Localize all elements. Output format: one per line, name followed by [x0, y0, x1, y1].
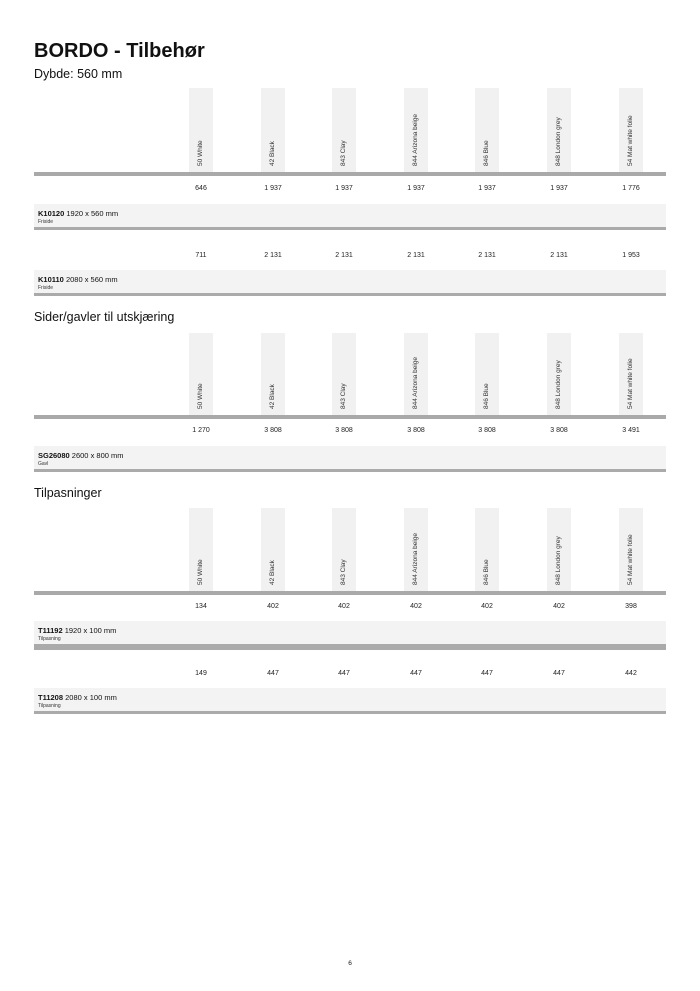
section-title: Tilpasninger — [34, 486, 102, 500]
price-cell: 1 937 — [335, 185, 353, 192]
product-type: Gavl — [38, 461, 49, 467]
price-cell: 402 — [338, 603, 350, 610]
page-title: BORDO - Tilbehør — [34, 40, 205, 62]
price-cell: 3 491 — [622, 427, 640, 434]
price-cell: 3 808 — [478, 427, 496, 434]
product-row — [34, 204, 666, 230]
section-title: Sider/gavler til utskjæring — [34, 310, 175, 324]
price-cell: 402 — [481, 603, 493, 610]
product-dimensions: 1920 x 560 mm — [66, 209, 119, 218]
product-code: SG26080 — [38, 451, 70, 460]
price-cell: 1 937 — [478, 185, 496, 192]
price-cell: 2 131 — [407, 252, 425, 259]
page-subtitle: Dybde: 560 mm — [34, 67, 123, 81]
product-row — [34, 621, 666, 647]
price-cell: 149 — [195, 670, 207, 677]
product-row — [34, 270, 666, 296]
product-row — [34, 688, 666, 714]
color-label: 50 White — [197, 140, 204, 166]
header-rule — [34, 172, 666, 176]
product-dimensions: 2080 x 560 mm — [65, 275, 118, 284]
price-cell: 2 131 — [478, 252, 496, 259]
color-label: 848 London grey — [555, 536, 562, 585]
price-cell: 646 — [195, 185, 207, 192]
product-type: Tilpasning — [38, 703, 61, 709]
header-rule — [34, 591, 666, 595]
price-cell: 1 937 — [550, 185, 568, 192]
price-cell: 402 — [553, 603, 565, 610]
price-cell: 2 131 — [264, 252, 282, 259]
color-label: 843 Clay — [340, 140, 347, 166]
price-cell: 1 937 — [264, 185, 282, 192]
header-rule — [34, 415, 666, 419]
color-label: 843 Clay — [340, 383, 347, 409]
color-label: 50 White — [197, 383, 204, 409]
page-number: 6 — [348, 960, 352, 967]
price-row — [34, 670, 666, 682]
product-dimensions: 2600 x 800 mm — [71, 451, 124, 460]
product-code: T11192 — [38, 626, 63, 635]
price-row — [34, 427, 666, 439]
price-cell: 134 — [195, 603, 207, 610]
price-cell: 1 937 — [407, 185, 425, 192]
price-cell: 402 — [410, 603, 422, 610]
color-header — [34, 333, 666, 419]
price-cell: 402 — [267, 603, 279, 610]
price-cell: 1 953 — [622, 252, 640, 259]
color-label: 846 Blue — [483, 140, 490, 166]
product-type: Friside — [38, 219, 54, 225]
color-label: 54 Mat white folie — [627, 115, 634, 166]
price-cell: 447 — [553, 670, 565, 677]
product-dimensions: 2080 x 100 mm — [65, 693, 117, 702]
product-type: Tilpasning — [38, 636, 61, 642]
color-label: 844 Arizona beige — [412, 113, 419, 166]
price-cell: 2 131 — [550, 252, 568, 259]
color-label: 42 Black — [269, 384, 276, 409]
color-label: 50 White — [197, 559, 204, 585]
price-cell: 3 808 — [335, 427, 353, 434]
color-label: 844 Arizona beige — [412, 532, 419, 585]
color-header — [34, 88, 666, 176]
price-cell: 711 — [195, 252, 207, 259]
price-cell: 3 808 — [550, 427, 568, 434]
price-cell: 2 131 — [335, 252, 353, 259]
color-label: 843 Clay — [340, 559, 347, 585]
price-row — [34, 185, 666, 197]
color-label: 848 London grey — [555, 117, 562, 166]
price-row — [34, 252, 666, 264]
price-cell: 1 270 — [192, 427, 210, 434]
price-cell: 398 — [625, 603, 637, 610]
color-header — [34, 508, 666, 595]
product-code: T11208 — [38, 693, 64, 702]
color-label: 42 Black — [269, 560, 276, 585]
product-type: Friside — [38, 285, 54, 291]
product-row — [34, 446, 666, 472]
divider — [34, 647, 666, 650]
price-cell: 447 — [338, 670, 350, 677]
price-cell: 3 808 — [407, 427, 425, 434]
price-cell: 447 — [267, 670, 279, 677]
product-code: K10110 — [38, 275, 64, 284]
price-cell: 442 — [625, 670, 637, 677]
color-label: 42 Black — [269, 141, 276, 166]
color-label: 846 Blue — [483, 559, 490, 585]
price-cell: 3 808 — [264, 427, 282, 434]
product-code: K10120 — [38, 209, 65, 218]
product-dimensions: 1920 x 100 mm — [64, 626, 117, 635]
color-label: 54 Mat white folie — [627, 358, 634, 409]
price-cell: 447 — [481, 670, 493, 677]
color-label: 844 Arizona beige — [412, 356, 419, 409]
color-label: 848 London grey — [555, 360, 562, 409]
price-cell: 1 776 — [622, 185, 640, 192]
price-row — [34, 603, 666, 615]
color-label: 846 Blue — [483, 383, 490, 409]
price-cell: 447 — [410, 670, 422, 677]
color-label: 54 Mat white folie — [627, 534, 634, 585]
